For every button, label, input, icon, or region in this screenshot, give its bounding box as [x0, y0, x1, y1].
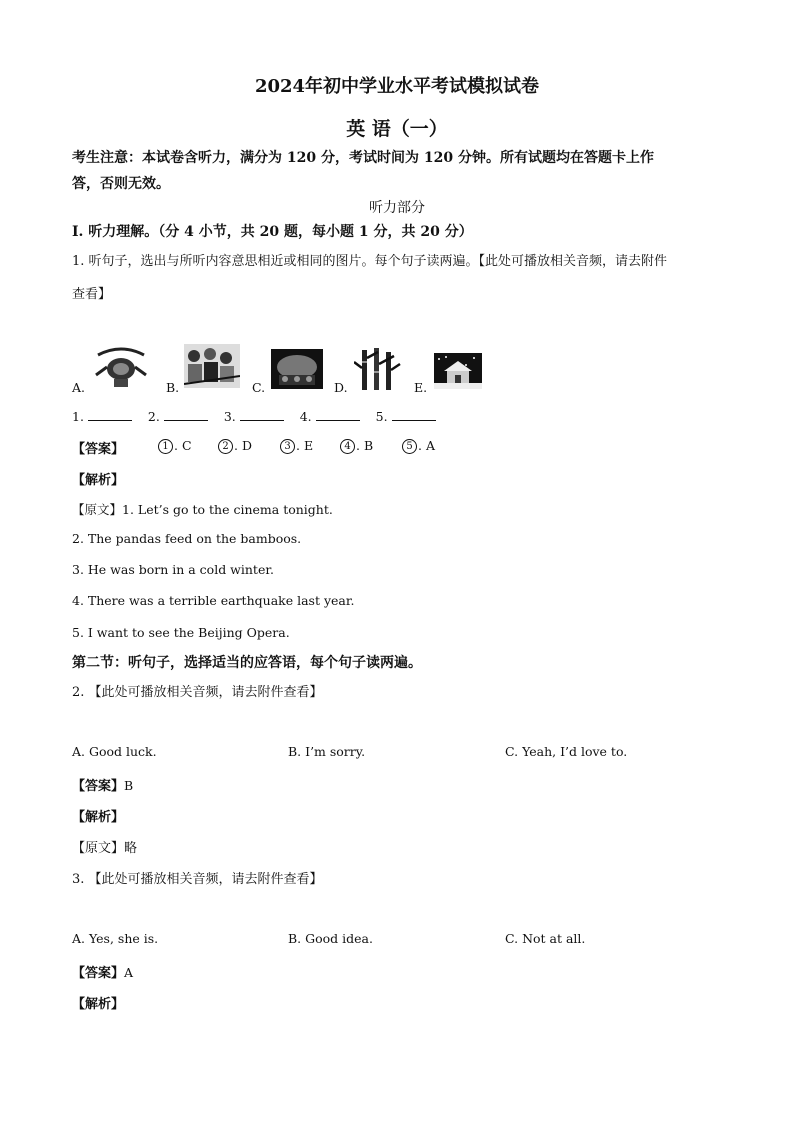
q1-script-line-3: 3. He was born in a cold winter. [72, 562, 274, 577]
subject-title: 英 语（一） [346, 118, 448, 140]
q2-option-b[interactable]: B. I’m sorry. [288, 744, 366, 759]
blank-3-label: 3. [223, 409, 236, 424]
q1-script-line-2: 2. The pandas feed on the bamboos. [72, 531, 302, 546]
picture-label-b: B. [166, 380, 180, 395]
snowy-house-icon [434, 353, 482, 389]
q2-option-c[interactable]: C. Yeah, I’d love to. [505, 744, 628, 759]
q2-answer: 【答案】B [72, 778, 134, 794]
blank-4-label: 4. [299, 409, 312, 424]
blank-5[interactable] [392, 408, 436, 421]
picture-label-e: E. [414, 380, 428, 395]
blank-1[interactable] [88, 408, 132, 421]
blank-4[interactable] [316, 408, 360, 421]
q2-option-a[interactable]: A. Good luck. [72, 744, 157, 759]
q1-instruction-line-2: 查看】 [72, 287, 112, 302]
bamboo-icon [354, 348, 402, 390]
part1-heading: I. 听力理解。（分 4 小节，共 20 题，每小题 1 分，共 20 分） [72, 224, 473, 240]
blank-3[interactable] [240, 408, 284, 421]
q3-answer: 【答案】A [72, 965, 134, 981]
q1-answer-4: 4 . B [340, 438, 373, 454]
part2-heading: 第二节：听句子，选择适当的应答语，每个句子读两遍。 [72, 655, 422, 671]
q1-script-line-1: 【原文】1. Let’s go to the cinema tonight. [72, 502, 333, 517]
answer-blanks [72, 408, 436, 424]
picture-label-d: D. [334, 380, 348, 395]
section-heading: 听力部分 [369, 200, 425, 216]
q1-answer-3: 3 . E [280, 438, 313, 454]
notice-line-1: 考生注意：本试卷含听力，满分为 120 分，考试时间为 120 分钟。所有试题均在答题卡上作 [72, 150, 654, 166]
picture-label-a: A. [72, 380, 86, 395]
cinema-icon [271, 349, 323, 389]
q2-analysis-label: 【解析】 [72, 810, 125, 825]
blank-5-label: 5. [375, 409, 388, 424]
q1-answer-label: 【答案】 [72, 442, 125, 457]
q1-analysis-label: 【解析】 [72, 473, 125, 488]
q1-instruction-line-1: 1. 听句子，选出与所听内容意思相近或相同的图片。每个句子读两遍。【此处可播放相关音频，请去附件 [72, 254, 668, 269]
blank-1-label: 1. [72, 409, 84, 424]
blank-2[interactable] [164, 408, 208, 421]
q2-prompt: 2. 【此处可播放相关音频，请去附件查看】 [72, 685, 323, 700]
q1-script-line-4: 4. There was a terrible earthquake last year. [72, 593, 355, 608]
picture-label-c: C. [252, 380, 266, 395]
q3-prompt: 3. 【此处可播放相关音频，请去附件查看】 [72, 872, 323, 887]
q1-answer-2: 2 . D [218, 438, 252, 454]
notice-line-2: 答，否则无效。 [72, 176, 170, 192]
q1-answer-5: 5 . A [402, 438, 435, 454]
blank-2-label: 2. [147, 409, 160, 424]
q3-analysis-label: 【解析】 [72, 997, 125, 1012]
q3-option-a[interactable]: A. Yes, she is. [72, 931, 159, 946]
festival-lantern-icon [92, 345, 150, 389]
exam-title: 2024年初中学业水平考试模拟试卷 [254, 76, 540, 97]
q3-option-b[interactable]: B. Good idea. [288, 931, 373, 946]
q2-original: 【原文】略 [72, 841, 138, 856]
q3-option-c[interactable]: C. Not at all. [505, 931, 586, 946]
crowd-scene-icon [184, 344, 240, 388]
q1-answer-1: 1 . C [158, 438, 192, 454]
q1-script-line-5: 5. I want to see the Beijing Opera. [72, 625, 290, 640]
